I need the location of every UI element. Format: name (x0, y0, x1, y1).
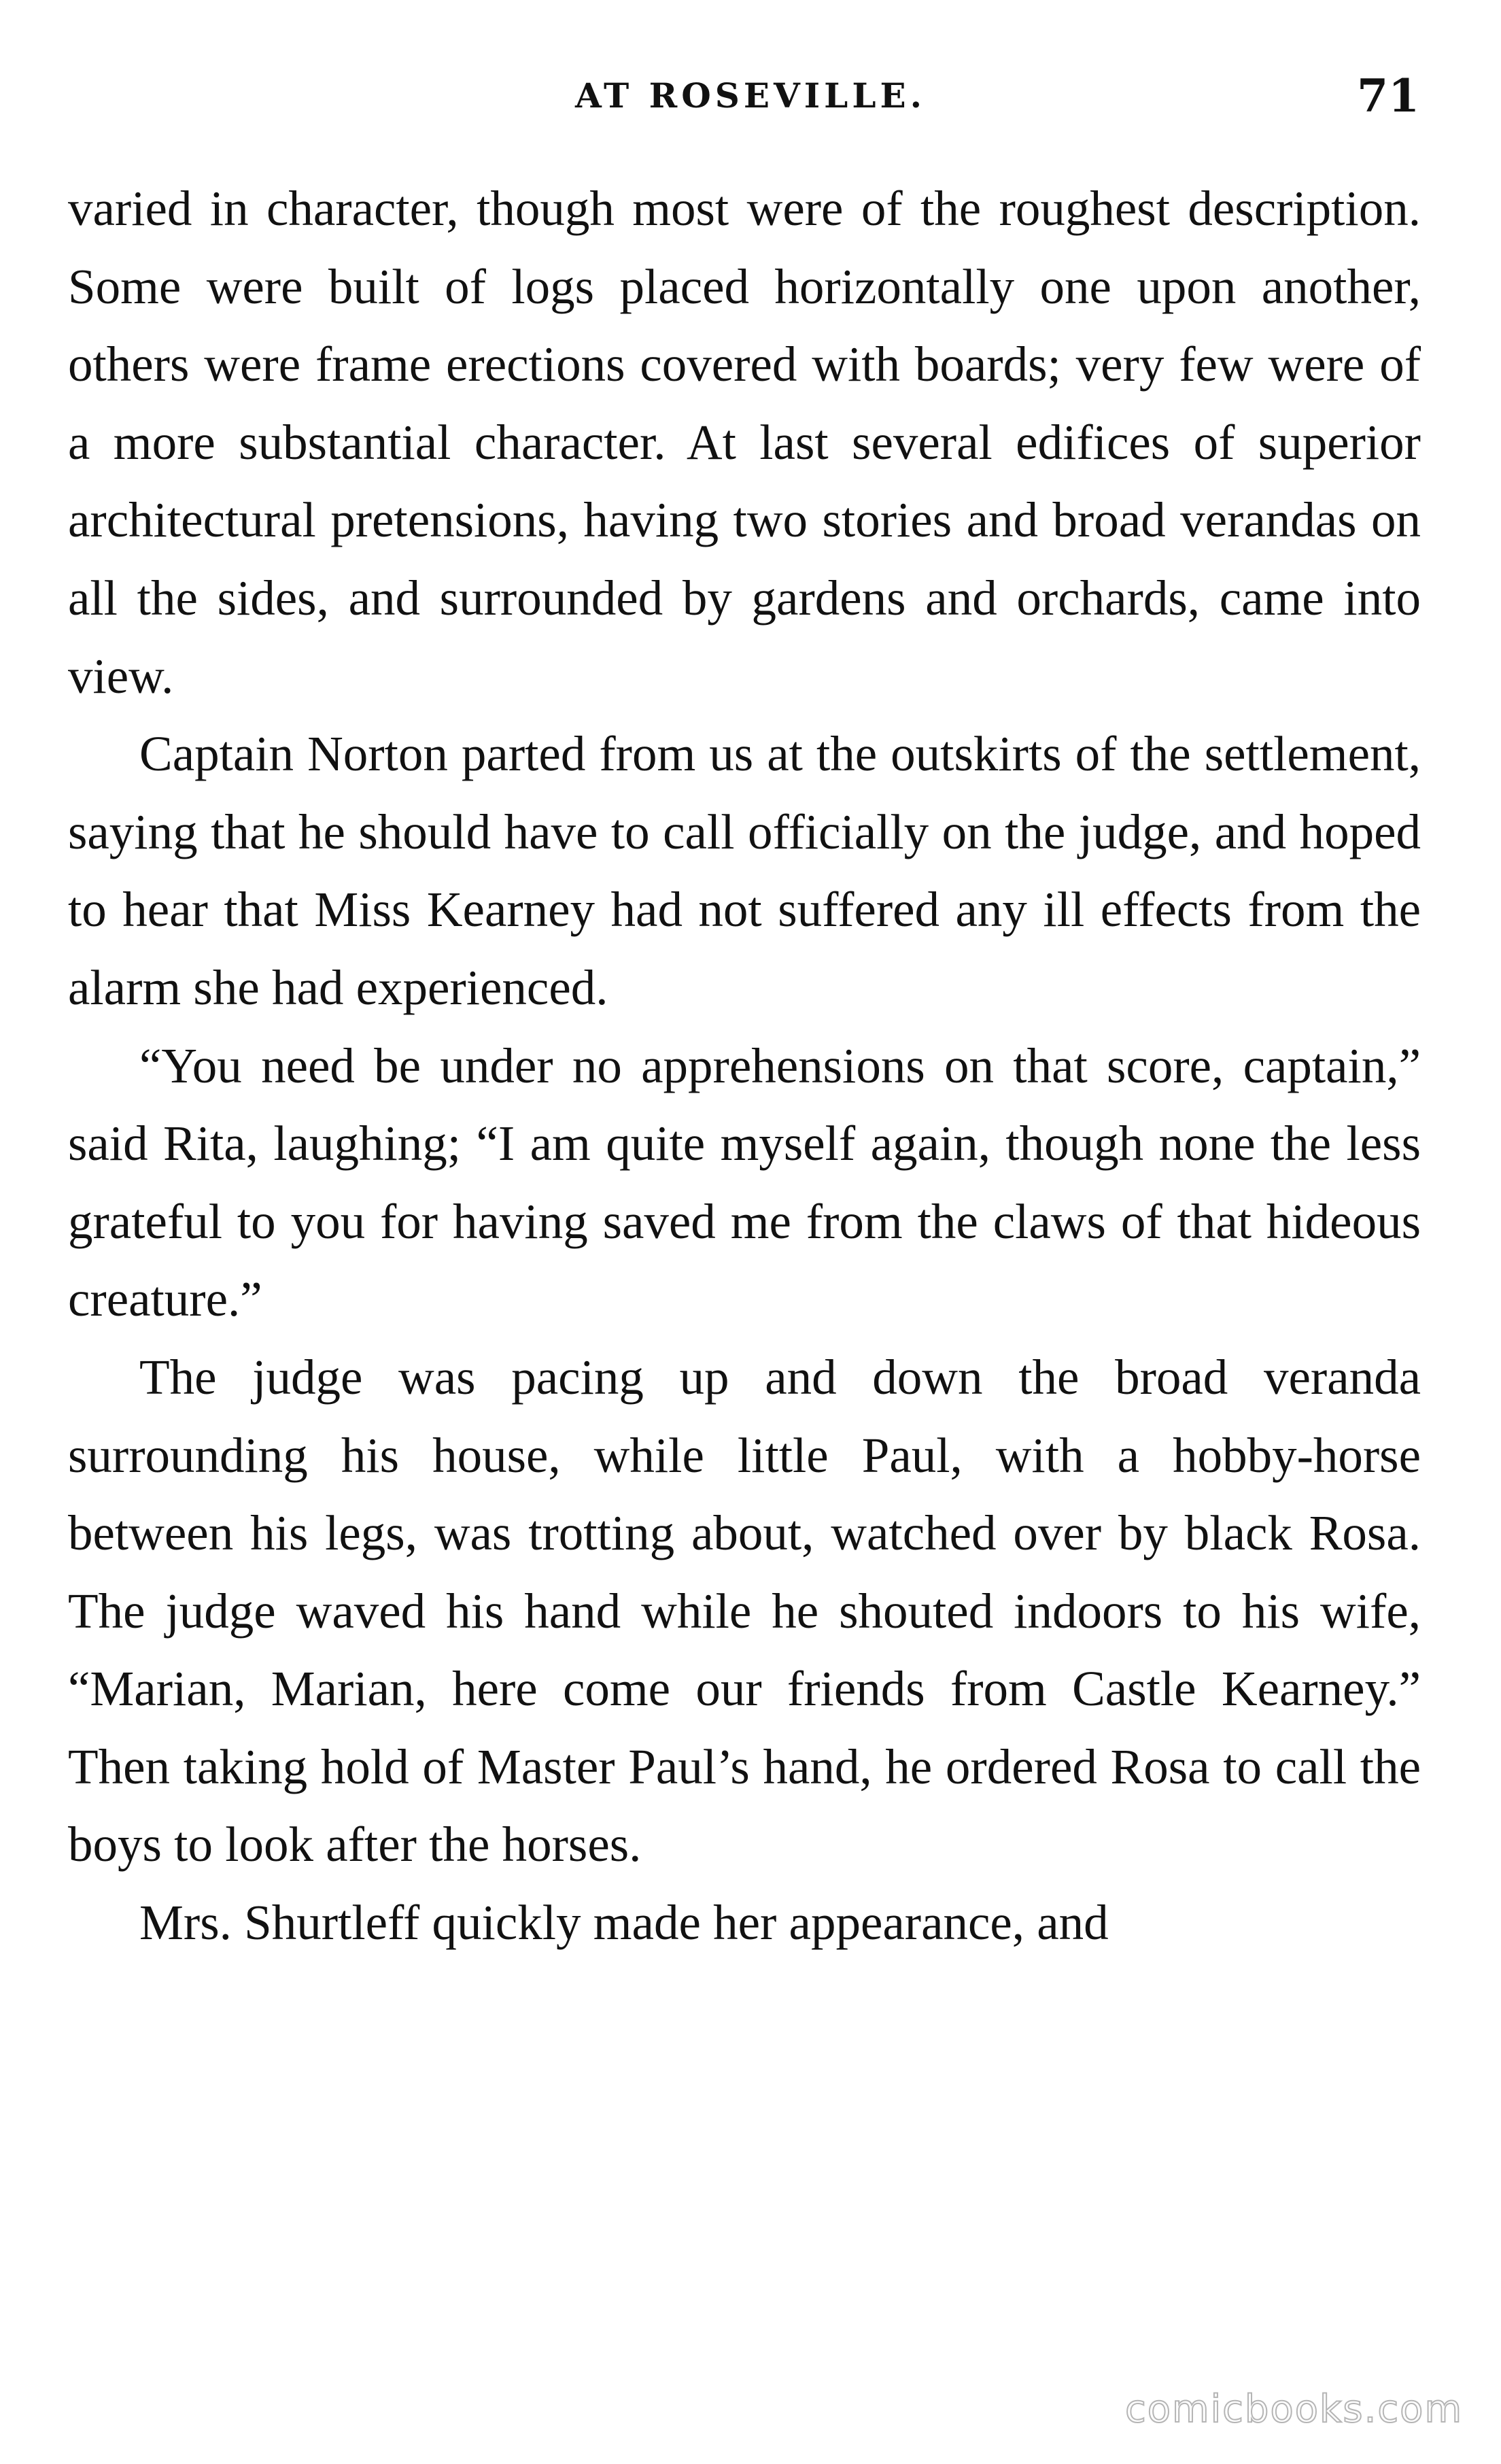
running-title: AT ROSEVILLE. (574, 75, 926, 116)
watermark-text: comicbooks.com (1124, 2387, 1463, 2431)
paragraph: “You need be under no apprehensions on that score, captain,” said Rita, laughing; “I am quite myself again, though none the less grateful to you for having saved me from the claws of that hideous creature.” (68, 1038, 1421, 1327)
paragraph: Mrs. Shurtleff quickly made her appearance, and (139, 1895, 1109, 1951)
paragraph: Captain Norton parted from us at the outskirts of the settlement, saying that he should have to call officially on the judge, and hoped to hear that Miss Kearney had not suffered any ill effects from the alarm she had experienced. (68, 726, 1421, 1015)
body-text (68, 170, 1421, 1962)
paragraph-continued: varied in character, though most were of the roughest description. Some were built of logs placed horizontally one upon another, others were frame erections covered with boards; very few were of a more substantial character. At last several edifices of superior architectural pretensions, having two stories and broad verandas on all the sides, and surrounded by gardens and orchards, came into view. (68, 181, 1421, 704)
page-number: 71 (1357, 69, 1419, 122)
paragraph: The judge was pacing up and down the broad veranda surrounding his house, while little Paul, with a hobby-horse between his legs, was trotting about, watched over by black Rosa. The judge waved his hand while he shouted indoors to his wife, “Marian, Marian, here come our friends from Castle Kearney.” Then taking hold of Master Paul’s hand, he ordered Rosa to call the boys to look after the horses. (68, 1349, 1421, 1872)
page-header (0, 65, 1501, 126)
